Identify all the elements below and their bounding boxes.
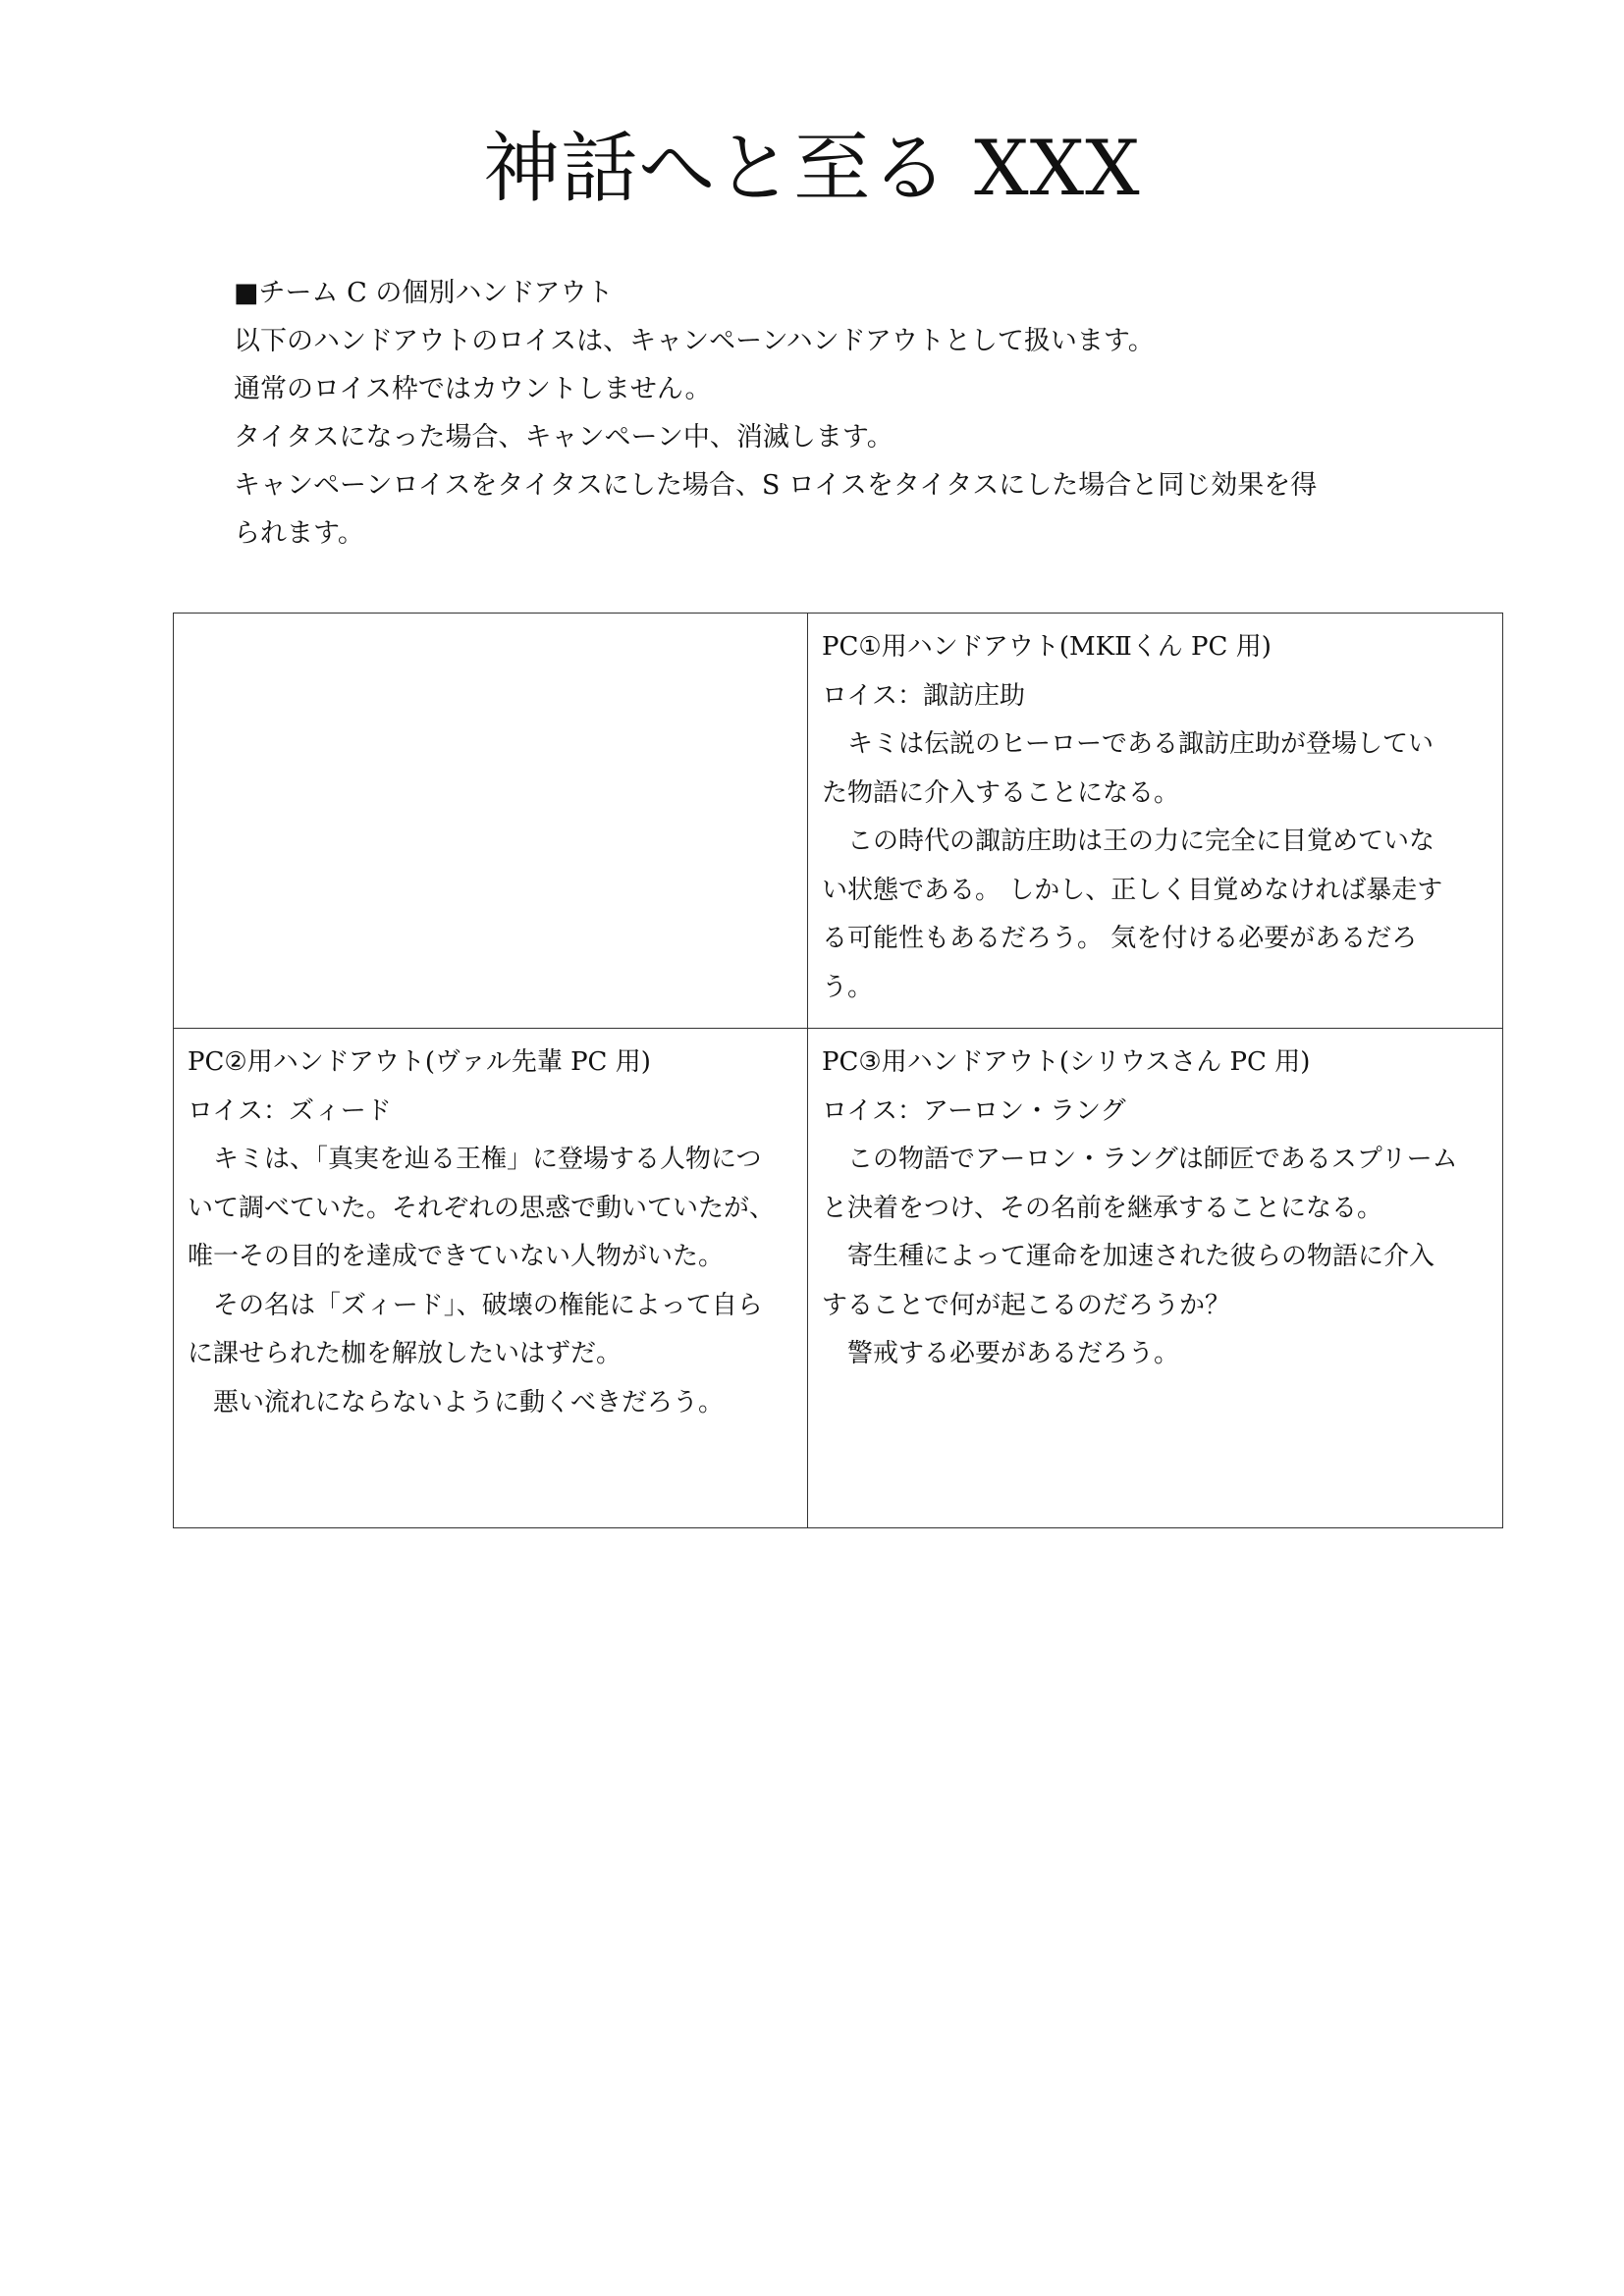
handout-lois: ロイス：諏訪庄助: [822, 680, 1025, 711]
intro-heading: ■チーム C の個別ハンドアウト: [234, 278, 614, 308]
handout-text-line: に課せられた枷を解放したいはずだ。: [188, 1339, 623, 1368]
handout-text-line: その名は「ズィード」、破壊の権能によって自ら: [188, 1290, 763, 1320]
empty-cell: [174, 614, 808, 1029]
handout-pc3: [808, 1029, 1503, 1528]
intro-line: 以下のハンドアウトのロイスは、キャンペーンハンドアウトとして扱います。: [234, 326, 1155, 356]
handout-pc1: [808, 614, 1503, 1029]
handout-text-line: る可能性もあるだろう。 気を付ける必要があるだろ: [822, 924, 1418, 953]
handout-text-line: この物語でアーロン・ラングは師匠であるスプリーム: [822, 1145, 1458, 1174]
intro-section: [234, 269, 1392, 558]
table-row: [174, 1029, 1503, 1528]
handout-text-line: 唯一その目的を達成できていない人物がいた。: [188, 1242, 725, 1271]
handout-text-line: 寄生種によって運命を加速された彼らの物語に介入: [822, 1242, 1435, 1271]
handout-text-line: と決着をつけ、その名前を継承することになる。: [822, 1193, 1382, 1223]
table-row: [174, 614, 1503, 1029]
handout-text-line: することで何が起こるのだろうか？: [822, 1290, 1231, 1320]
intro-line: キャンペーンロイスをタイタスにした場合、S ロイスをタイタスにした場合と同じ効果を得: [234, 470, 1318, 501]
page-title: 神話へと至る XXX: [483, 125, 1141, 213]
intro-line: 通常のロイス枠ではカウントしません。: [234, 374, 712, 404]
intro-line: タイタスになった場合、キャンペーン中、消滅します。: [234, 422, 893, 453]
intro-line: られます。: [234, 518, 364, 549]
handout-text-line: この時代の諏訪庄助は王の力に完全に目覚めていな: [822, 827, 1435, 856]
handout-text-line: 悪い流れにならないように動くべきだろう。: [188, 1387, 725, 1417]
handout-lois: ロイス：アーロン・ラング: [822, 1095, 1126, 1126]
handout-text-line: いて調べていた。それぞれの思惑で動いていたが、: [188, 1193, 776, 1223]
handout-title: PC①用ハンドアウト(MKⅡくん PC 用): [822, 632, 1272, 662]
handout-text-line: う。: [822, 972, 874, 1002]
handout-pc2: [174, 1029, 808, 1528]
handout-text-line: 警戒する必要があるだろう。: [822, 1339, 1180, 1368]
handout-title: PC②用ハンドアウト(ヴァル先輩 PC 用): [188, 1047, 651, 1077]
handout-text-line: い状態である。 しかし、正しく目覚めなければ暴走す: [822, 875, 1443, 905]
handout-title: PC③用ハンドアウト(シリウスさん PC 用): [822, 1047, 1311, 1077]
handout-lois: ロイス：ズィード: [188, 1095, 392, 1126]
handout-text-line: キミは、「真実を辿る王権」に登場する人物につ: [188, 1145, 762, 1174]
handout-table: [173, 613, 1503, 1528]
handout-text-line: キミは伝説のヒーローである諏訪庄助が登場してい: [822, 729, 1434, 759]
handout-text-line: た物語に介入することになる。: [822, 777, 1180, 808]
